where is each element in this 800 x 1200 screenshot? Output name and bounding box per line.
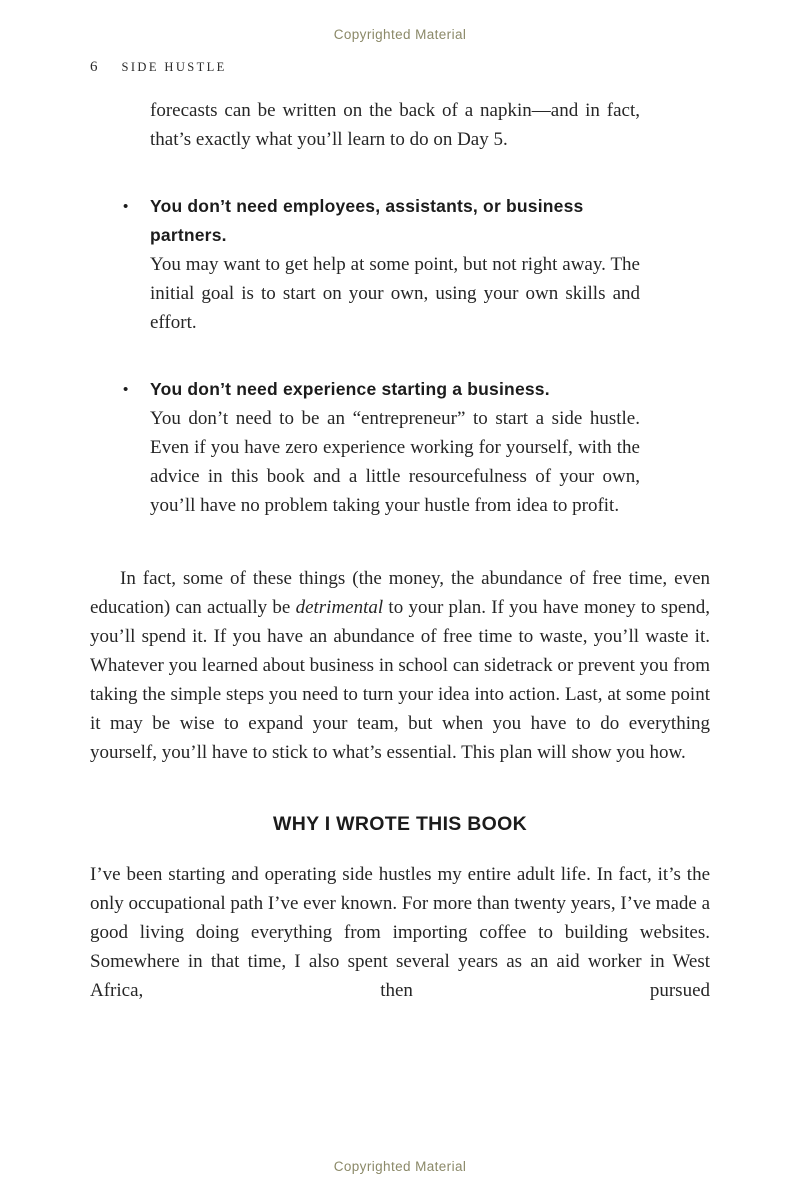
closing-paragraph: I’ve been starting and operating side hustles my entire adult life. In fact, it’s the only occupational path I’ve ever known. For more than twenty years, I’ve made a good living doing everything from importing coffee to building websites. Somewhere in that time, I also spent several years as an aid worker in West Africa, then pursued — [90, 864, 710, 1001]
bullet-item — [123, 192, 640, 337]
bullet-content — [150, 375, 640, 520]
section-heading: WHY I WROTE THIS BOOK — [272, 813, 528, 835]
bullet-heading: You don’t need employees, assistants, or business partners. — [150, 196, 584, 245]
paragraph — [90, 564, 710, 767]
page-header — [90, 58, 710, 76]
copyright-notice-bottom: Copyrighted Material — [333, 1159, 467, 1174]
bullet-marker: • — [123, 198, 129, 215]
paragraph-text-before: In fact, some of these things (the money, the abundance of free time, even education) can actually be — [90, 568, 710, 618]
paragraph-continuation: forecasts can be written on the back of a napkin—and in fact, that’s exactly what you’ll learn to do on Day 5. — [150, 100, 640, 150]
page-number: 6 — [90, 59, 98, 75]
bullet-item — [123, 375, 640, 520]
running-title: SIDE HUSTLE — [121, 60, 227, 74]
bullet-body: You don’t need to be an “entrepreneur” to start a side hustle. Even if you have zero experience working for yourself, with the advice in this book and a little resourcefulness of your own, you’ll have no problem taking your hustle from idea to profit. — [150, 408, 640, 516]
paragraph-text-after: to your plan. If you have money to spend, you’ll spend it. If you have an abundance of free time to waste, you’ll waste it. Whatever you learned about business in school can sidetrack or prevent you from taking the simple steps you need to turn your idea into action. Last, at some point it may be wise to expand your team, but when you have to do everything yourself, you’ll have to stick to what’s essential. This plan will show you how. — [90, 597, 710, 763]
copyright-notice-top: Copyrighted Material — [333, 27, 467, 42]
bullet-content — [150, 192, 640, 337]
italic-word: detrimental — [295, 597, 384, 618]
bullet-heading: You don’t need experience starting a business. — [150, 379, 550, 399]
page-body — [90, 90, 710, 1005]
bullet-marker: • — [123, 381, 129, 398]
bullet-body: You may want to get help at some point, but not right away. The initial goal is to start on your own, using your own skills and effort. — [150, 254, 640, 333]
